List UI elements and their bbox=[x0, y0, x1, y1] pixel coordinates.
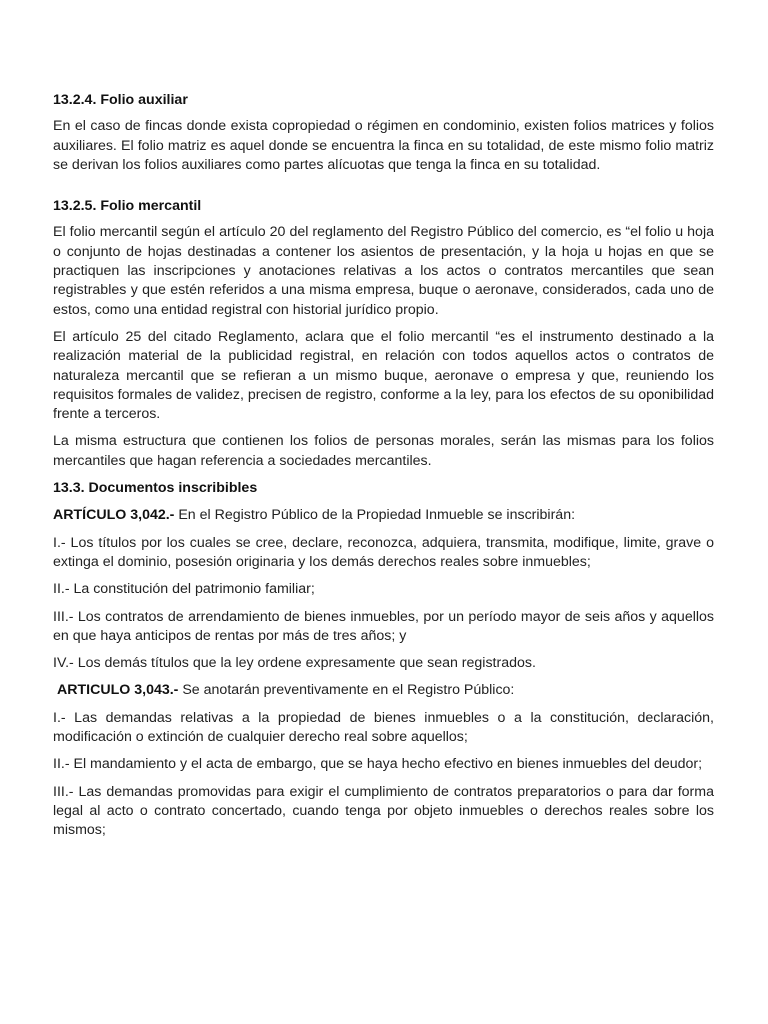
article-3042-item-2: II.- La constitución del patrimonio familiar; bbox=[53, 581, 315, 598]
spacer bbox=[53, 183, 714, 197]
article-3043-item-1: I.- Las demandas relativas a la propiedad de bienes inmuebles o a la constitución, declaración, modificación o extinción de cualquier derecho real sobre aquellos; bbox=[53, 709, 714, 746]
article-3042-item-4: IV.- Los demás títulos que la ley ordene expresamente que sean registrados. bbox=[53, 655, 536, 672]
article-3042-item-1: I.- Los títulos por los cuales se cree, declare, reconozca, adquiera, transmita, modifique, limite, grave o extinga el dominio, posesión originaria y los demás derechos reales sobre inmuebles; bbox=[53, 534, 714, 570]
article-3043-item-3: III.- Las demandas promovidas para exigir el cumplimiento de contratos preparatorios o para dar forma legal al acto o contrato concertado, cuando tenga por objeto inmuebles o derechos reales sobre los mismos; bbox=[53, 783, 714, 839]
document-body bbox=[53, 91, 714, 849]
paragraph-folio-auxiliar: En el caso de fincas donde exista copropiedad o régimen en condominio, existen folios matrices y folios auxiliares. El folio matriz es aquel donde se encuentra la finca en su totalidad, de este mismo folio matriz se derivan los folios auxiliares como partes alícuotas que tenga la finca en su totalidad. bbox=[53, 118, 714, 173]
article-3042-intro bbox=[53, 506, 714, 525]
article-3043-number: ARTICULO 3,043.- bbox=[57, 682, 179, 699]
article-3042-number: ARTÍCULO 3,042.- bbox=[53, 507, 175, 524]
article-3043-text: Se anotarán preventivamente en el Registro Público: bbox=[178, 682, 515, 699]
paragraph-folio-mercantil-2: El artículo 25 del citado Reglamento, aclara que el folio mercantil “es el instrumento destinado a la realización material de la publicidad registral, en relación con todos aquellos actos o contratos de naturaleza mercantil que se refieran a un mismo buque, aeronave o empresa y que, reuniendo los requisitos formales de validez, precisen de registro, conforme a la ley, para los efectos de su oponibilidad frente a terceros. bbox=[53, 328, 714, 423]
section-heading-folio-auxiliar: 13.2.4. Folio auxiliar bbox=[53, 92, 188, 108]
section-heading-folio-mercantil: 13.2.5. Folio mercantil bbox=[53, 198, 202, 215]
article-3042-text: En el Registro Público de la Propiedad Inmueble se inscribirán: bbox=[174, 507, 576, 524]
paragraph-folio-mercantil-3: La misma estructura que contienen los folios de personas morales, serán las mismas para los folios mercantiles que hagan referencia a sociedades mercantiles. bbox=[53, 433, 714, 469]
section-heading-documentos-inscribibles: 13.3. Documentos inscribibles bbox=[53, 480, 258, 497]
article-3043-intro bbox=[53, 681, 714, 700]
article-3043-item-2: II.- El mandamiento y el acta de embargo, que se haya hecho efectivo en bienes inmuebles del deudor; bbox=[53, 756, 703, 773]
paragraph-folio-mercantil-1: El folio mercantil según el artículo 20 del reglamento del Registro Público del comercio, es “el folio u hoja o conjunto de hojas destinadas a contener los asientos de presentación, y la hoja u hojas en que se practiquen las inscripciones y anotaciones relativas a los actos o contratos mercantiles que sean registrables y que estén referidos a una misma empresa, buque o aeronave, considerados, cada uno de estos, como una entidad registral con historial jurídico propio. bbox=[53, 224, 714, 318]
article-3042-item-3: III.- Los contratos de arrendamiento de bienes inmuebles, por un período mayor de seis años y aquellos en que haya anticipos de rentas por más de tres años; y bbox=[53, 608, 714, 644]
